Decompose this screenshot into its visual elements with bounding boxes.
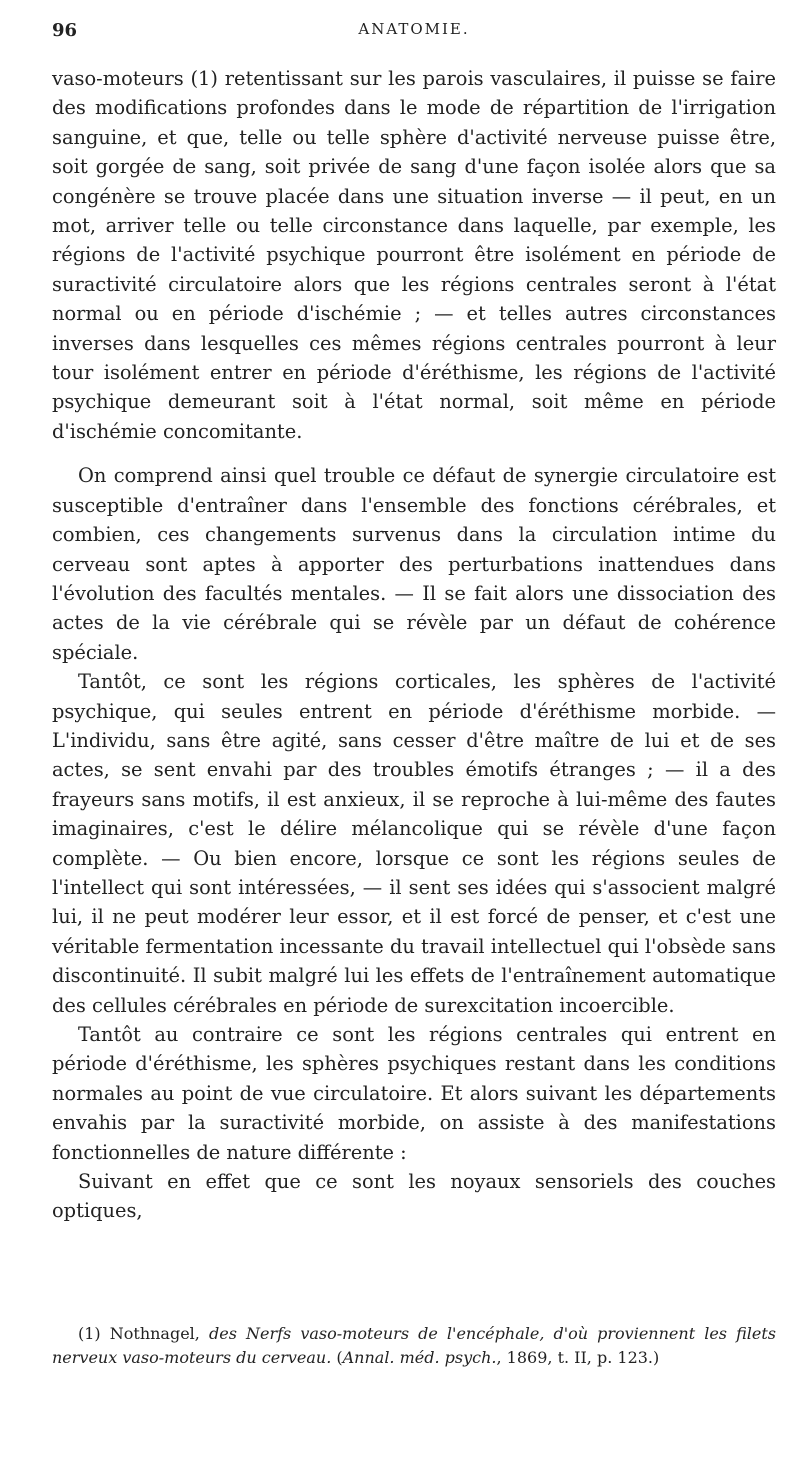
footnote — [52, 1322, 776, 1370]
body-text — [52, 64, 776, 1226]
running-title: ANATOMIE. — [358, 20, 470, 38]
footnote-source-open: ( — [331, 1348, 343, 1367]
paragraph: Suivant en effet que ce sont les noyaux sensoriels des couches optiques, — [52, 1170, 776, 1223]
page-number: 96 — [52, 20, 78, 41]
paragraph: Tantôt, ce sont les régions corticales, les sphères de l'activité psychique, qui seules entrent en période d'éréthisme morbide. — L'individu, sans être agité, sans cesser d'être maître de lui et de ses actes, se sent envahi par des troubles émotifs étranges ; — il a des frayeurs sans motifs, il est anxieux, il se reproche à lui-même des fautes imaginaires, c'est le délire mélancolique qui se révèle d'une façon complète. — Ou bien encore, lorsque ce sont les régions seules de l'intellect qui sont intéressées, — il sent ses idées qui s'associent malgré lui, il ne peut modérer leur essor, et il est forcé de penser, et c'est une véritable fermentation incessante du travail intellectuel qui l'obsède sans discontinuité. Il subit malgré lui les effets de l'entraînement automatique des cellules cérébrales en période de surexcitation incoercible. — [52, 670, 776, 1017]
footnote-marker: (1) Nothnagel, — [78, 1324, 209, 1343]
paragraph: Tantôt au contraire ce sont les régions centrales qui entrent en période d'éréthisme, les sphères psychiques restant dans les conditions normales au point de vue circulatoire. Et alors suivant les départements envahis par la suractivité morbide, on assiste à des manifestations fonctionnelles de nature différente : — [52, 1023, 776, 1164]
paragraph: On comprend ainsi quel trouble ce défaut de synergie circulatoire est susceptible d'entraîner dans l'ensemble des fonctions cérébrales, et combien, ces changements survenus dans la circulation intime du cerveau sont aptes à apporter des perturbations inattendues dans l'évolution des facultés mentales. — Il se fait alors une dissociation des actes de la vie cérébrale qui se révèle par un défaut de cohérence spéciale. — [52, 464, 776, 664]
footnote-reference: , 1869, t. II, p. 123.) — [496, 1348, 660, 1367]
footnote-journal: Annal. méd. psych. — [342, 1348, 497, 1367]
book-page — [52, 0, 776, 1457]
paragraph: vaso-moteurs (1) retentissant sur les parois vasculaires, il puisse se faire des modifications profondes dans le mode de répartition de l'irrigation sanguine, et que, telle ou telle sphère d'activité nerveuse puisse être, soit gorgée de sang, soit privée de sang d'une façon isolée alors que sa congénère se trouve placée dans une situation inverse — il peut, en un mot, arriver telle ou telle circonstance dans laquelle, par exemple, les régions de l'activité psychique pourront être isolément en période de suractivité circulatoire alors que les régions centrales seront à l'état normal ou en période d'ischémie ; — et telles autres circonstances inverses dans lesquelles ces mêmes régions centrales pourront à leur tour isolément entrer en période d'éréthisme, les régions de l'activité psychique demeurant soit à l'état normal, soit même en période d'ischémie concomitante. — [52, 67, 776, 443]
footnote-title: des Nerfs vaso-moteurs de l'encéphale, d'où proviennent les filets nerveux vaso-moteurs du cerveau. — [52, 1324, 776, 1367]
footnote-text — [52, 1322, 776, 1370]
running-head — [52, 20, 776, 48]
